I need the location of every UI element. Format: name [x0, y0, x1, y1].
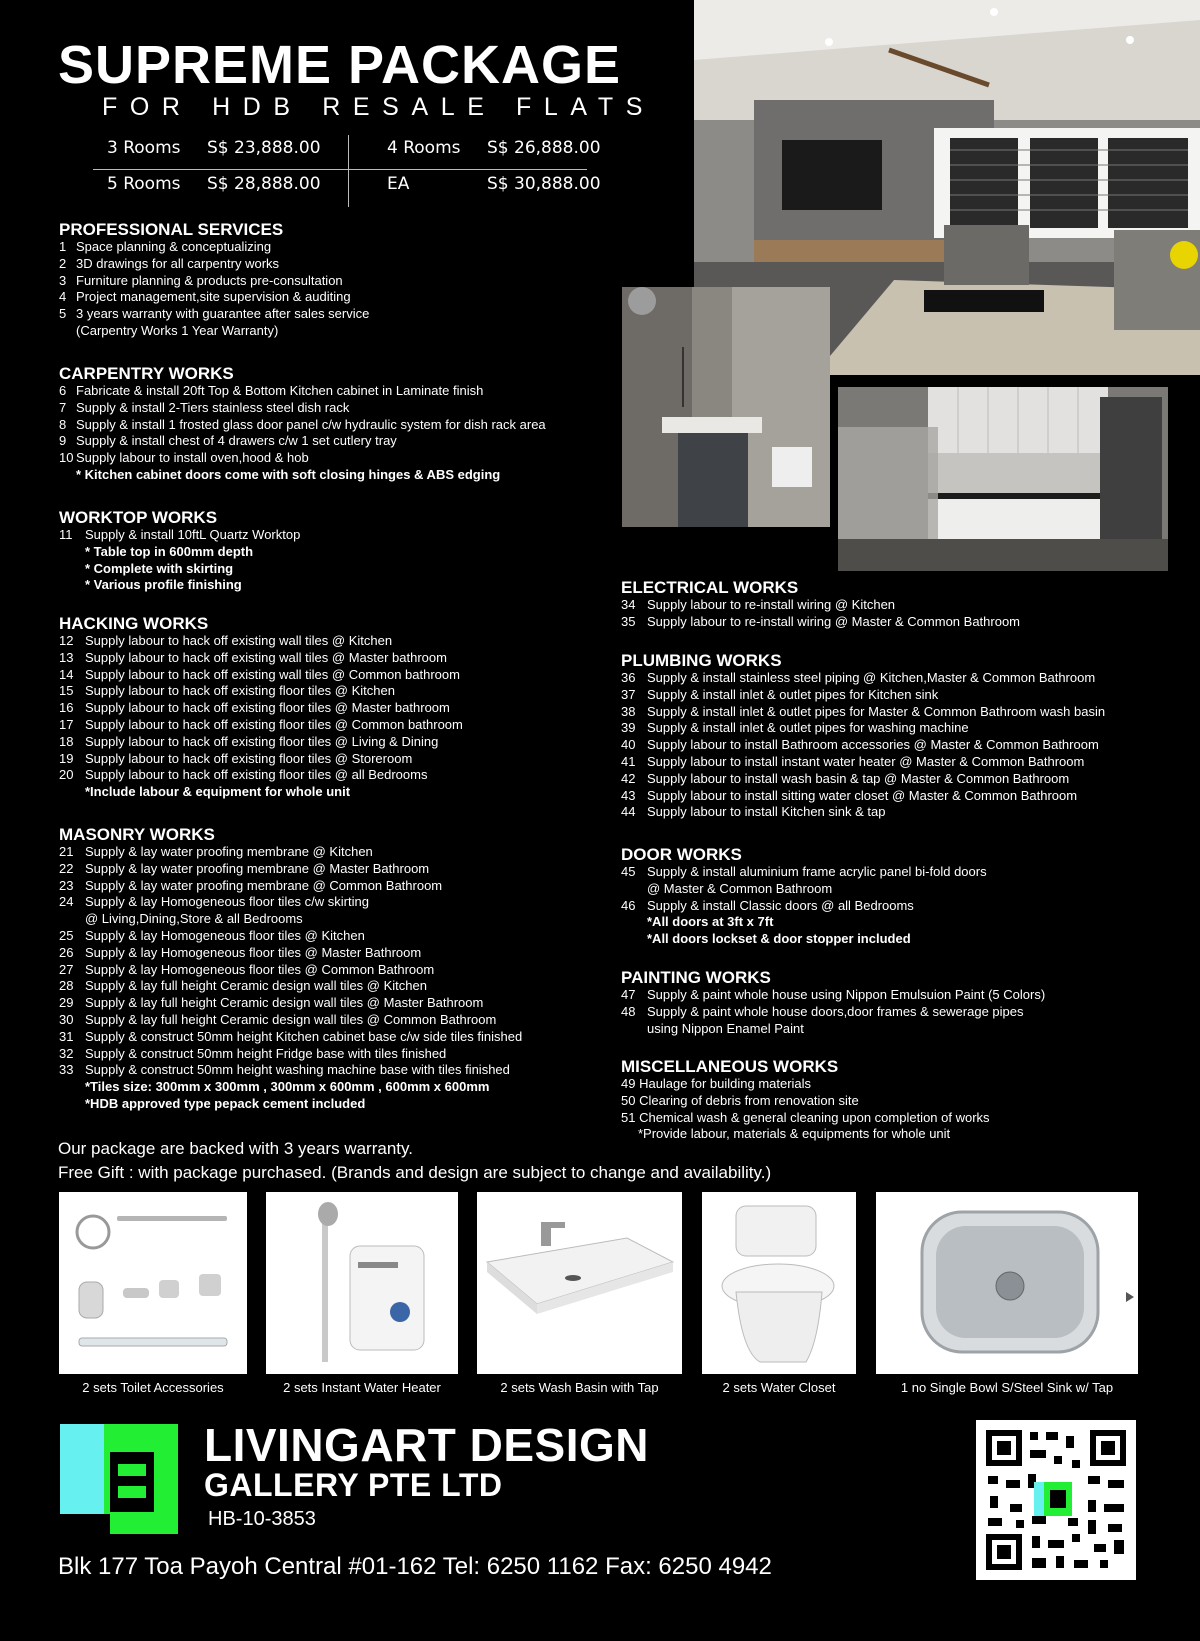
wash-basin-image	[477, 1192, 682, 1374]
warranty-text: Our package are backed with 3 years warranty.	[58, 1139, 413, 1158]
list-item: 13 Supply labour to hack off existing wall tiles @ Master bathroom	[59, 649, 447, 665]
steel-sink-image	[876, 1192, 1138, 1374]
list-item: 23 Supply & lay water proofing membrane @ Common Bathroom	[59, 877, 443, 893]
section-title: CARPENTRY WORKS	[59, 364, 234, 383]
list-item: 12 Supply labour to hack off existing wall tiles @ Kitchen	[59, 633, 393, 648]
list-item: 47 Supply & paint whole house using Nippon Emulsuion Paint (5 Colors)	[621, 987, 1046, 1002]
list-item: 4 Project management,site supervision & auditing	[59, 289, 351, 305]
gift-caption: 2 sets Wash Basin with Tap	[500, 1380, 659, 1395]
price-5-rooms: 5 Rooms S$ 28,888.00	[107, 174, 321, 194]
list-item: 49 Haulage for building materials	[621, 1076, 812, 1091]
company-address: Blk 177 Toa Payoh Central #01-162 Tel: 6250 1162 Fax: 6250 4942	[58, 1553, 772, 1580]
list-item: 35 Supply labour to re-install wiring @ Master & Common Bathroom	[621, 613, 1021, 629]
gift-text: Free Gift : with package purchased. (Brands and design are subject to change and availability.)	[58, 1163, 772, 1182]
section-title: MISCELLANEOUS WORKS	[621, 1057, 839, 1076]
list-item: 2 3D drawings for all carpentry works	[59, 255, 280, 271]
price-divider-vertical	[348, 135, 349, 207]
license-number: HB-10-3853	[208, 1508, 316, 1530]
list-item: 7 Supply & install 2-Tiers stainless steel dish rack	[59, 399, 350, 415]
section-title: HACKING WORKS	[59, 614, 209, 633]
list-item: 40 Supply labour to install Bathroom accessories @ Master & Common Bathroom	[621, 737, 1099, 753]
list-item: 44 Supply labour to install Kitchen sink & tap	[621, 804, 886, 820]
list-item: 50 Clearing of debris from renovation site	[621, 1092, 859, 1108]
list-note: *HDB approved type pepack cement included	[85, 1095, 366, 1111]
water-closet-image	[702, 1192, 856, 1374]
section-electrical-works	[621, 578, 1181, 631]
section-title: ELECTRICAL WORKS	[621, 578, 799, 597]
section-worktop-works	[59, 508, 619, 594]
section-title: DOOR WORKS	[621, 845, 742, 864]
list-item: 37 Supply & install inlet & outlet pipes for Kitchen sink	[621, 686, 939, 702]
toilet-accessories-image	[59, 1192, 247, 1374]
list-item: 16 Supply labour to hack off existing floor tiles @ Master bathroom	[59, 700, 450, 716]
section-title: WORKTOP WORKS	[59, 508, 218, 527]
list-item: 51 Chemical wash & general cleaning upon completion of works	[621, 1109, 990, 1125]
list-item: 46 Supply & install Classic doors @ all Bedrooms	[621, 897, 914, 913]
section-title: PROFESSIONAL SERVICES	[59, 220, 284, 239]
bathroom-photo	[622, 287, 830, 527]
list-item: 6 Fabricate & install 20ft Top & Bottom Kitchen cabinet in Laminate finish	[59, 383, 484, 398]
list-item: 20 Supply labour to hack off existing floor tiles @ all Bedrooms	[59, 767, 428, 783]
price-ea: EA S$ 30,888.00	[387, 174, 601, 194]
list-note: *All doors at 3ft x 7ft	[647, 914, 774, 930]
package-title: SUPREME PACKAGE	[58, 35, 622, 95]
gift-caption: 2 sets Instant Water Heater	[283, 1380, 441, 1395]
list-item: 31 Supply & construct 50mm height Kitchen cabinet base c/w side tiles finished	[59, 1028, 523, 1044]
list-item: 26 Supply & lay Homogeneous floor tiles @ Master Bathroom	[59, 944, 422, 960]
section-carpentry-works	[59, 364, 619, 484]
company-name-line2: GALLERY PTE LTD	[204, 1467, 503, 1503]
list-item: 14 Supply labour to hack off existing wall tiles @ Common bathroom	[59, 666, 460, 682]
list-item: 3 Furniture planning & products pre-consultation	[59, 272, 343, 288]
company-name: LIVINGART DESIGN	[204, 1419, 650, 1471]
list-item: 15 Supply labour to hack off existing floor tiles @ Kitchen	[59, 683, 395, 699]
list-item: using Nippon Enamel Paint	[647, 1020, 804, 1036]
list-note: *Include labour & equipment for whole unit	[85, 784, 351, 800]
list-item: 25 Supply & lay Homogeneous floor tiles @ Kitchen	[59, 927, 365, 943]
list-item: 17 Supply labour to hack off existing floor tiles @ Common bathroom	[59, 716, 463, 732]
list-item: @ Living,Dining,Store & all Bedrooms	[85, 911, 303, 927]
section-professional-services	[59, 220, 619, 340]
gift-caption: 2 sets Water Closet	[722, 1380, 836, 1395]
list-item: (Carpentry Works 1 Year Warranty)	[76, 322, 279, 338]
list-note: *All doors lockset & door stopper included	[647, 931, 911, 947]
list-note: * Complete with skirting	[85, 560, 234, 576]
gift-caption: 1 no Single Bowl S/Steel Sink w/ Tap	[900, 1380, 1114, 1395]
list-item: 9 Supply & install chest of 4 drawers c/w 1 set cutlery tray	[59, 433, 397, 449]
water-heater-image	[266, 1192, 458, 1374]
section-door-works	[621, 845, 1181, 948]
list-item: 42 Supply labour to install wash basin & tap @ Master & Common Bathroom	[621, 770, 1070, 786]
price-4-rooms: 4 Rooms S$ 26,888.00	[387, 138, 601, 158]
list-item: 22 Supply & lay water proofing membrane @ Master Bathroom	[59, 860, 430, 876]
list-item: 19 Supply labour to hack off existing floor tiles @ Storeroom	[59, 750, 413, 766]
list-item: 39 Supply & install inlet & outlet pipes for washing machine	[621, 720, 969, 736]
list-item: 11 Supply & install 10ftL Quartz Worktop	[59, 527, 301, 542]
list-item: 36 Supply & install stainless steel piping @ Kitchen,Master & Common Bathroom	[621, 670, 1096, 685]
list-item: 30 Supply & lay full height Ceramic design wall tiles @ Common Bathroom	[59, 1011, 497, 1027]
package-subtitle: FOR HDB RESALE FLATS	[102, 93, 655, 121]
qr-code-icon[interactable]	[976, 1420, 1136, 1580]
list-item: 24 Supply & lay Homogeneous floor tiles c/w skirting	[59, 894, 369, 910]
section-title: PAINTING WORKS	[621, 968, 771, 987]
price-divider-horizontal	[93, 169, 587, 170]
company-logo	[60, 1424, 178, 1534]
list-item: 8 Supply & install 1 frosted glass door panel c/w hydraulic system for dish rack area	[59, 416, 546, 432]
section-title: MASONRY WORKS	[59, 825, 215, 844]
section-painting-works	[621, 968, 1181, 1037]
list-note: *Tiles size: 300mm x 300mm , 300mm x 600mm , 600mm x 600mm	[85, 1079, 490, 1095]
list-item: 48 Supply & paint whole house doors,door frames & sewerage pipes	[621, 1003, 1024, 1019]
list-item: 43 Supply labour to install sitting water closet @ Master & Common Bathroom	[621, 787, 1078, 803]
list-item: 10 Supply labour to install oven,hood & hob	[59, 450, 309, 466]
section-miscellaneous-works	[621, 1057, 1181, 1143]
section-hacking-works	[59, 614, 619, 801]
section-masonry-works	[59, 825, 619, 1113]
gift-caption: 2 sets Toilet Accessories	[82, 1380, 224, 1395]
list-item: 45 Supply & install aluminium frame acrylic panel bi-fold doors	[621, 864, 987, 879]
list-note: * Various profile finishing	[85, 577, 242, 593]
list-item: 33 Supply & construct 50mm height washing machine base with tiles finished	[59, 1062, 510, 1078]
list-item: 1 Space planning & conceptualizing	[59, 239, 272, 254]
list-note: * Kitchen cabinet doors come with soft closing hinges & ABS edging	[76, 466, 501, 482]
list-note: * Table top in 600mm depth	[85, 543, 254, 559]
price-3-rooms: 3 Rooms S$ 23,888.00	[107, 138, 321, 158]
list-item: 32 Supply & construct 50mm height Fridge base with tiles finished	[59, 1045, 447, 1061]
section-title: PLUMBING WORKS	[621, 651, 782, 670]
kitchen-photo	[838, 387, 1168, 571]
list-item: 21 Supply & lay water proofing membrane @ Kitchen	[59, 844, 373, 859]
section-plumbing-works	[621, 651, 1181, 821]
list-item: 27 Supply & lay Homogeneous floor tiles @ Common Bathroom	[59, 961, 435, 977]
list-item: @ Master & Common Bathroom	[647, 880, 833, 896]
list-item: 38 Supply & install inlet & outlet pipes for Master & Common Bathroom wash basin	[621, 703, 1106, 719]
list-item: 28 Supply & lay full height Ceramic design wall tiles @ Kitchen	[59, 978, 427, 994]
list-item: 29 Supply & lay full height Ceramic design wall tiles @ Master Bathroom	[59, 995, 484, 1011]
list-item: 41 Supply labour to install instant water heater @ Master & Common Bathroom	[621, 753, 1085, 769]
list-item: 5 3 years warranty with guarantee after sales service	[59, 306, 370, 322]
list-item: 34 Supply labour to re-install wiring @ Kitchen	[621, 597, 896, 612]
list-item: 18 Supply labour to hack off existing floor tiles @ Living & Dining	[59, 733, 439, 749]
list-note: *Provide labour, materials & equipments for whole unit	[638, 1126, 951, 1142]
